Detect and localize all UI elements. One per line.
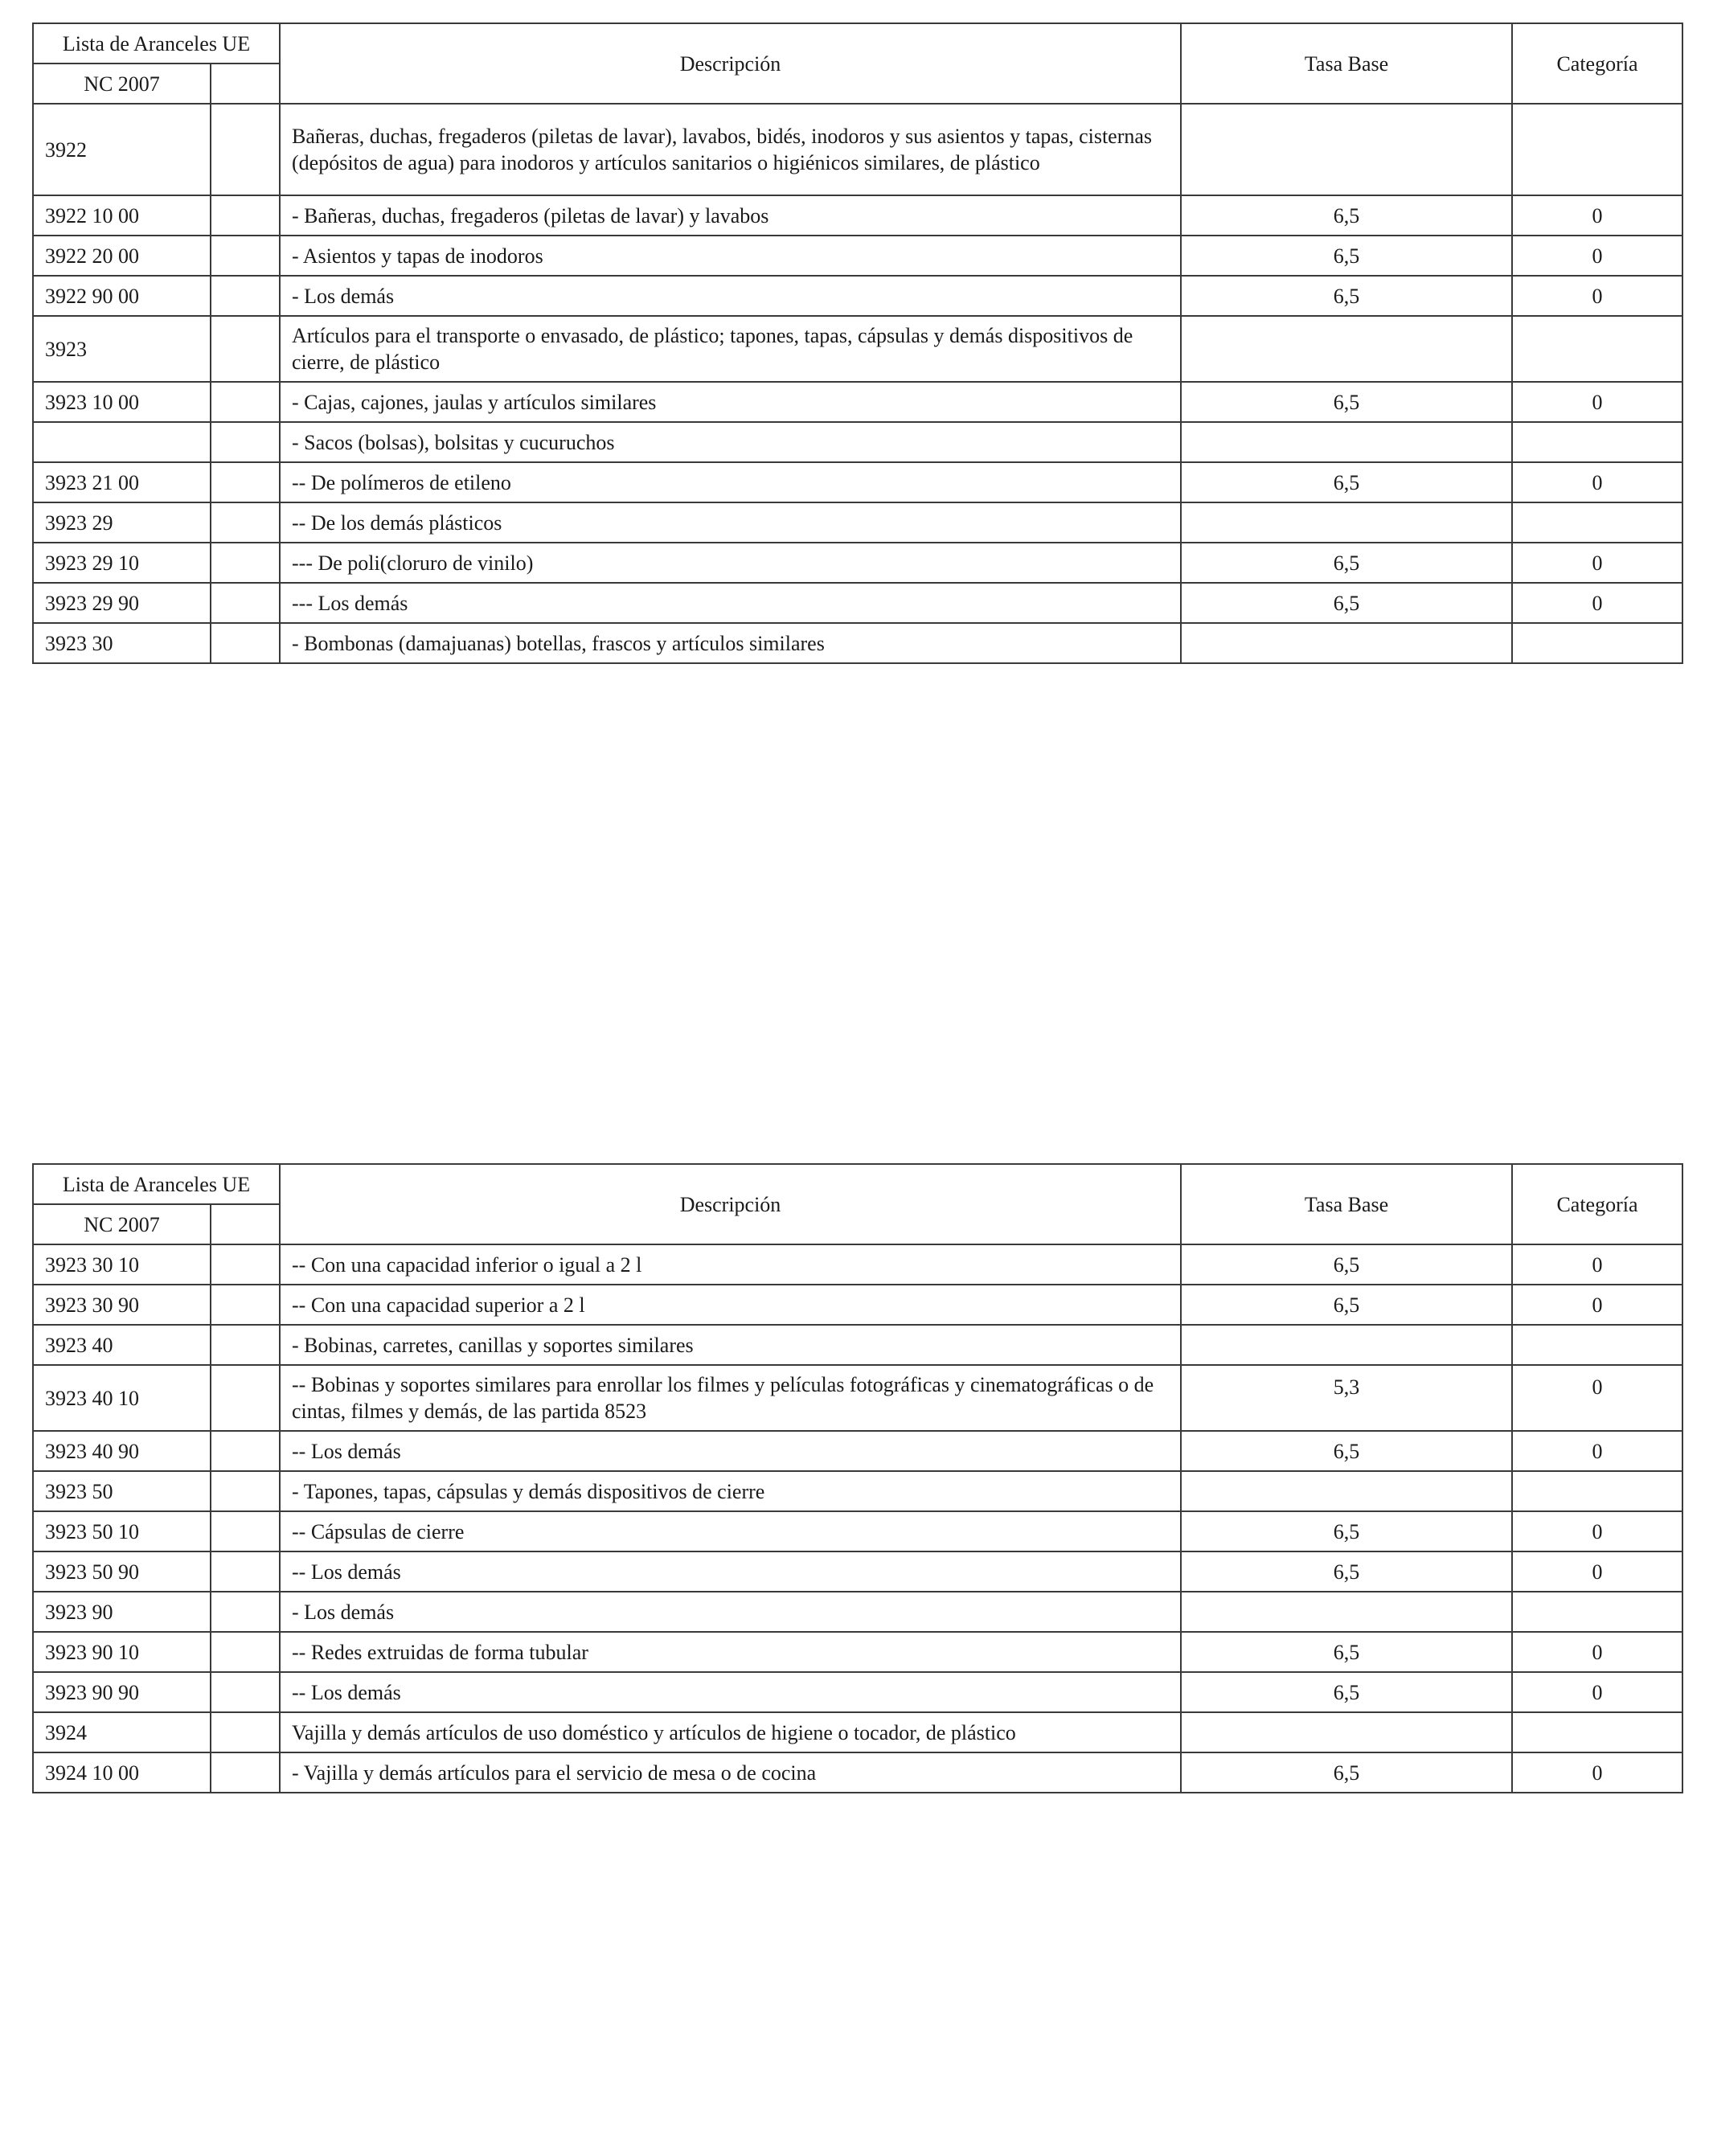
blank-cell xyxy=(211,1431,280,1471)
rate-cell: 6,5 xyxy=(1181,236,1512,276)
header-nc-label: NC 2007 xyxy=(33,64,211,104)
code-cell: 3923 90 10 xyxy=(33,1632,211,1672)
code-cell: 3922 xyxy=(33,104,211,195)
category-cell: 0 xyxy=(1512,276,1682,316)
blank-cell xyxy=(211,236,280,276)
header-category: Categoría xyxy=(1512,1164,1682,1244)
rate-cell: 6,5 xyxy=(1181,1244,1512,1285)
rate-cell xyxy=(1181,422,1512,462)
description-cell: -- Los demás xyxy=(280,1672,1181,1712)
code-cell: 3922 90 00 xyxy=(33,276,211,316)
category-cell xyxy=(1512,1592,1682,1632)
table-row xyxy=(33,502,1682,543)
blank-cell xyxy=(211,1672,280,1712)
rate-cell xyxy=(1181,316,1512,382)
category-cell: 0 xyxy=(1512,543,1682,583)
table-row xyxy=(33,1285,1682,1325)
header-base-rate: Tasa Base xyxy=(1181,23,1512,104)
header-blank-cell xyxy=(211,64,280,104)
description-cell: - Bombonas (damajuanas) botellas, frascos y artículos similares xyxy=(280,623,1181,663)
rate-cell: 6,5 xyxy=(1181,195,1512,236)
rate-cell xyxy=(1181,1592,1512,1632)
table-row xyxy=(33,1244,1682,1285)
blank-cell xyxy=(211,462,280,502)
code-cell: 3923 40 xyxy=(33,1325,211,1365)
description-cell: - Asientos y tapas de inodoros xyxy=(280,236,1181,276)
header-nc-label: NC 2007 xyxy=(33,1204,211,1244)
blank-cell xyxy=(211,1551,280,1592)
rate-cell xyxy=(1181,502,1512,543)
description-cell: -- Los demás xyxy=(280,1431,1181,1471)
code-cell: 3923 29 xyxy=(33,502,211,543)
rate-cell: 6,5 xyxy=(1181,382,1512,422)
header-description: Descripción xyxy=(280,23,1181,104)
table-row xyxy=(33,316,1682,382)
code-cell: 3923 50 xyxy=(33,1471,211,1511)
code-cell xyxy=(33,422,211,462)
blank-cell xyxy=(211,543,280,583)
header-base-rate: Tasa Base xyxy=(1181,1164,1512,1244)
table-row xyxy=(33,1431,1682,1471)
code-cell: 3923 30 xyxy=(33,623,211,663)
table-row xyxy=(33,1672,1682,1712)
header-list-label: Lista de Aranceles UE xyxy=(33,23,280,64)
table-row xyxy=(33,1551,1682,1592)
table-row xyxy=(33,1712,1682,1752)
category-cell: 0 xyxy=(1512,1511,1682,1551)
rate-cell: 6,5 xyxy=(1181,543,1512,583)
description-cell: Vajilla y demás artículos de uso doméstico y artículos de higiene o tocador, de plástico xyxy=(280,1712,1181,1752)
table-row xyxy=(33,104,1682,195)
category-cell: 0 xyxy=(1512,1672,1682,1712)
description-cell: -- De polímeros de etileno xyxy=(280,462,1181,502)
rate-cell: 6,5 xyxy=(1181,1431,1512,1471)
description-cell: - Tapones, tapas, cápsulas y demás dispositivos de cierre xyxy=(280,1471,1181,1511)
blank-cell xyxy=(211,1752,280,1793)
description-cell: --- Los demás xyxy=(280,583,1181,623)
blank-cell xyxy=(211,1365,280,1431)
blank-cell xyxy=(211,104,280,195)
table-row xyxy=(33,1752,1682,1793)
blank-cell xyxy=(211,195,280,236)
description-cell: - Los demás xyxy=(280,1592,1181,1632)
code-cell: 3923 40 10 xyxy=(33,1365,211,1431)
rate-cell: 6,5 xyxy=(1181,1551,1512,1592)
table-row xyxy=(33,623,1682,663)
header-category: Categoría xyxy=(1512,23,1682,104)
rate-cell xyxy=(1181,104,1512,195)
blank-cell xyxy=(211,316,280,382)
category-cell: 0 xyxy=(1512,1551,1682,1592)
category-cell: 0 xyxy=(1512,1285,1682,1325)
table-row xyxy=(33,276,1682,316)
rate-cell: 6,5 xyxy=(1181,1285,1512,1325)
blank-cell xyxy=(211,382,280,422)
table-row xyxy=(33,382,1682,422)
description-cell: - Bañeras, duchas, fregaderos (piletas de lavar) y lavabos xyxy=(280,195,1181,236)
blank-cell xyxy=(211,1592,280,1632)
blank-cell xyxy=(211,1244,280,1285)
description-cell: --- De poli(cloruro de vinilo) xyxy=(280,543,1181,583)
tariff-table-2 xyxy=(32,1163,1683,1793)
description-cell: - Cajas, cajones, jaulas y artículos similares xyxy=(280,382,1181,422)
category-cell: 0 xyxy=(1512,1431,1682,1471)
rate-cell: 5,3 xyxy=(1181,1365,1512,1431)
blank-cell xyxy=(211,502,280,543)
rate-cell: 6,5 xyxy=(1181,1632,1512,1672)
table-row xyxy=(33,1365,1682,1431)
description-cell: -- De los demás plásticos xyxy=(280,502,1181,543)
code-cell: 3922 10 00 xyxy=(33,195,211,236)
description-cell: Bañeras, duchas, fregaderos (piletas de lavar), lavabos, bidés, inodoros y sus asientos y tapas, cisternas (depósitos de agua) para inodoros y artículos sanitarios o higiénicos similares, de plástico xyxy=(280,104,1181,195)
rate-cell: 6,5 xyxy=(1181,583,1512,623)
category-cell xyxy=(1512,104,1682,195)
table-row xyxy=(33,1471,1682,1511)
code-cell: 3923 30 10 xyxy=(33,1244,211,1285)
blank-cell xyxy=(211,583,280,623)
table-row xyxy=(33,236,1682,276)
blank-cell xyxy=(211,623,280,663)
code-cell: 3923 30 90 xyxy=(33,1285,211,1325)
blank-cell xyxy=(211,1632,280,1672)
rate-cell xyxy=(1181,623,1512,663)
description-cell: - Los demás xyxy=(280,276,1181,316)
category-cell: 0 xyxy=(1512,462,1682,502)
description-cell: -- Redes extruidas de forma tubular xyxy=(280,1632,1181,1672)
table-row xyxy=(33,1592,1682,1632)
category-cell: 0 xyxy=(1512,195,1682,236)
code-cell: 3923 10 00 xyxy=(33,382,211,422)
header-description: Descripción xyxy=(280,1164,1181,1244)
description-cell: -- Cápsulas de cierre xyxy=(280,1511,1181,1551)
category-cell: 0 xyxy=(1512,1244,1682,1285)
blank-cell xyxy=(211,1712,280,1752)
code-cell: 3924 xyxy=(33,1712,211,1752)
category-cell: 0 xyxy=(1512,583,1682,623)
category-cell: 0 xyxy=(1512,1365,1682,1431)
table-row xyxy=(33,422,1682,462)
code-cell: 3923 xyxy=(33,316,211,382)
category-cell xyxy=(1512,1712,1682,1752)
tariff-table-1 xyxy=(32,23,1683,664)
table-row xyxy=(33,195,1682,236)
header-blank-cell xyxy=(211,1204,280,1244)
code-cell: 3923 29 90 xyxy=(33,583,211,623)
header-list-label: Lista de Aranceles UE xyxy=(33,1164,280,1204)
category-cell: 0 xyxy=(1512,382,1682,422)
rate-cell: 6,5 xyxy=(1181,1672,1512,1712)
code-cell: 3924 10 00 xyxy=(33,1752,211,1793)
description-cell: Artículos para el transporte o envasado, de plástico; tapones, tapas, cápsulas y demás dispositivos de cierre, de plástico xyxy=(280,316,1181,382)
description-cell: - Sacos (bolsas), bolsitas y cucuruchos xyxy=(280,422,1181,462)
description-cell: -- Con una capacidad inferior o igual a 2 l xyxy=(280,1244,1181,1285)
code-cell: 3923 50 90 xyxy=(33,1551,211,1592)
category-cell xyxy=(1512,316,1682,382)
category-cell xyxy=(1512,1471,1682,1511)
code-cell: 3923 50 10 xyxy=(33,1511,211,1551)
rate-cell xyxy=(1181,1471,1512,1511)
description-cell: -- Con una capacidad superior a 2 l xyxy=(280,1285,1181,1325)
table-row xyxy=(33,1325,1682,1365)
description-cell: - Bobinas, carretes, canillas y soportes similares xyxy=(280,1325,1181,1365)
rate-cell: 6,5 xyxy=(1181,276,1512,316)
rate-cell: 6,5 xyxy=(1181,1752,1512,1793)
table-row xyxy=(33,462,1682,502)
table-row xyxy=(33,1632,1682,1672)
blank-cell xyxy=(211,1471,280,1511)
category-cell xyxy=(1512,1325,1682,1365)
rate-cell xyxy=(1181,1712,1512,1752)
code-cell: 3922 20 00 xyxy=(33,236,211,276)
category-cell: 0 xyxy=(1512,1752,1682,1793)
category-cell: 0 xyxy=(1512,236,1682,276)
blank-cell xyxy=(211,1325,280,1365)
code-cell: 3923 90 xyxy=(33,1592,211,1632)
description-cell: -- Bobinas y soportes similares para enrollar los filmes y películas fotográficas y cinematográficas o de cintas, filmes y demás, de las partida 8523 xyxy=(280,1365,1181,1431)
category-cell xyxy=(1512,623,1682,663)
rate-cell xyxy=(1181,1325,1512,1365)
rate-cell: 6,5 xyxy=(1181,462,1512,502)
code-cell: 3923 29 10 xyxy=(33,543,211,583)
code-cell: 3923 40 90 xyxy=(33,1431,211,1471)
code-cell: 3923 21 00 xyxy=(33,462,211,502)
rate-cell: 6,5 xyxy=(1181,1511,1512,1551)
description-cell: -- Los demás xyxy=(280,1551,1181,1592)
category-cell xyxy=(1512,422,1682,462)
table-row xyxy=(33,583,1682,623)
description-cell: - Vajilla y demás artículos para el servicio de mesa o de cocina xyxy=(280,1752,1181,1793)
category-cell: 0 xyxy=(1512,1632,1682,1672)
code-cell: 3923 90 90 xyxy=(33,1672,211,1712)
blank-cell xyxy=(211,276,280,316)
blank-cell xyxy=(211,1511,280,1551)
table-row xyxy=(33,543,1682,583)
table-row xyxy=(33,1511,1682,1551)
category-cell xyxy=(1512,502,1682,543)
blank-cell xyxy=(211,422,280,462)
blank-cell xyxy=(211,1285,280,1325)
